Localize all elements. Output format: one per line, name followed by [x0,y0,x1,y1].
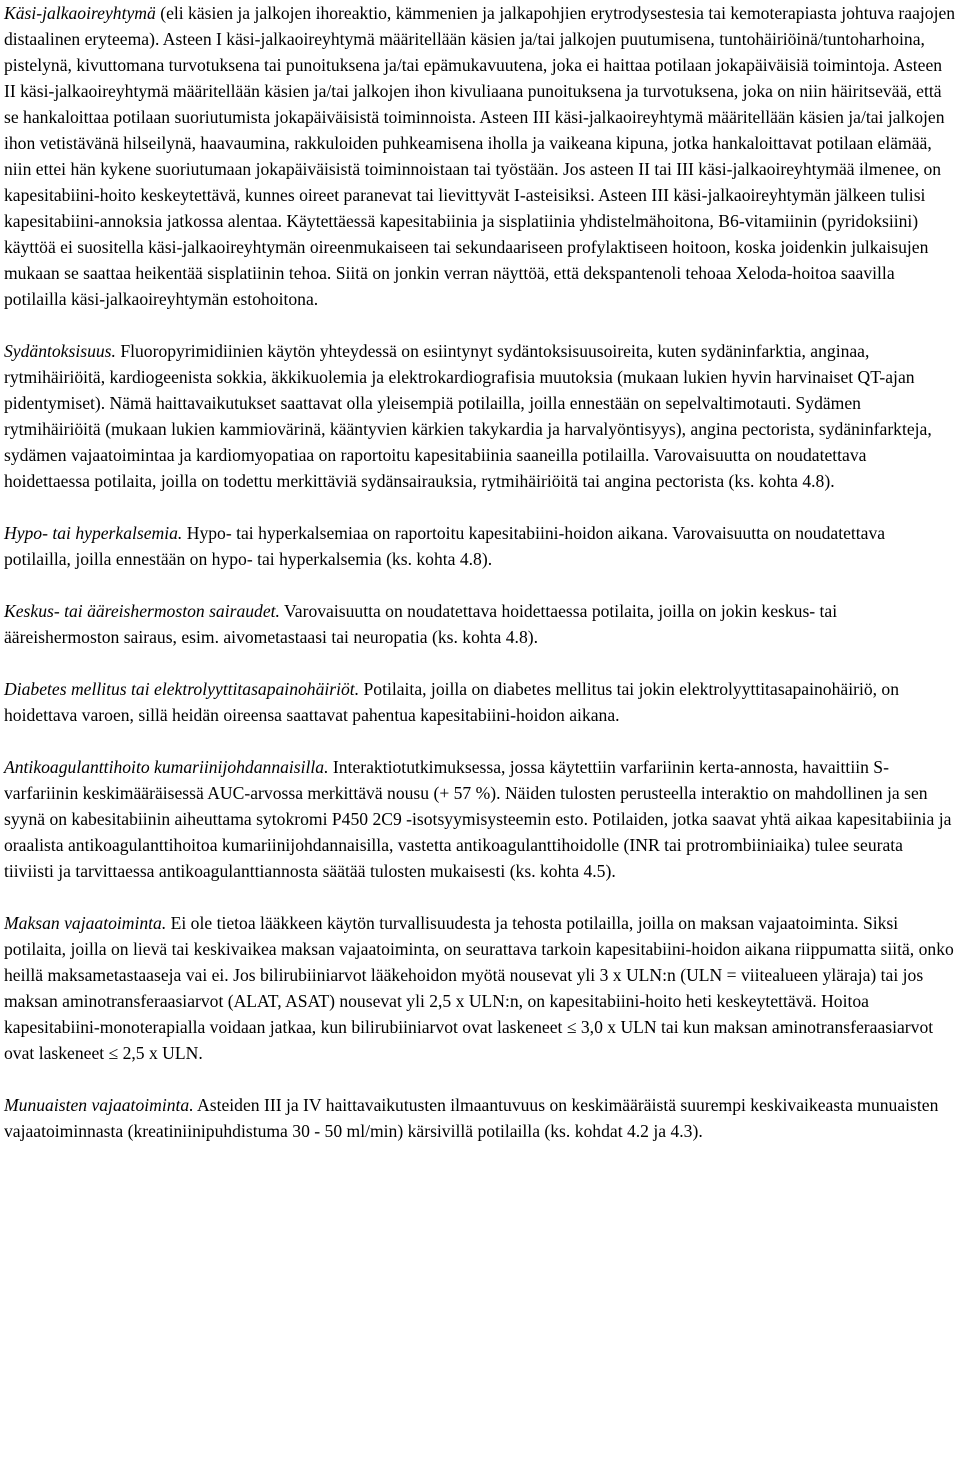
section-body: Varovaisuutta on noudatettava hoidettaessa potilaita, joilla on jokin keskus- tai ääreishermoston sairaus, esim. aivometastaasi tai neuropatia (ks. kohta 4.8). [4,601,838,647]
section-diabetes-electrolytes [4,676,956,728]
section-heading: Keskus- tai ääreishermoston sairaudet. [4,601,280,621]
section-heading: Munuaisten vajaatoiminta. [4,1095,194,1115]
section-body: (eli käsien ja jalkojen ihoreaktio, kämmenien ja jalkapohjien erytrodysestesia tai kemoterapiasta johtuva raajojen distaalinen eryteema). Asteen I käsi-jalkaoireyhtymä määritellään käsien ja/tai jalkojen puutumisena, tuntohäiriöinä/tuntoharhoina, pistelynä, kivuttomana turvotuksena tai punoituksena ja/tai epämukavuutena, joka ei haittaa potilaan jokapäiväisiä toimintoja. Asteen II käsi-jalkaoireyhtymä määritellään käsien ja/tai jalkojen ihon kivuliaana punoituksena ja turvotuksena, joka on niin häiritsevää, että se hankaloittaa potilaan suoriutumista jokapäiväisistä toiminnoista. Asteen III käsi-jalkaoireyhtymä määritellään käsien ja/tai jalkojen ihon vetistävänä hilseilynä, haavaumina, rakkuloiden puhkeamisena iholla ja vaikeana kipuna, jotka hankaloittavat potilaan elämää, niin ettei hän kykene suoriutumaan jokapäiväisistä toiminnoistaan tai työstään. Jos asteen II tai III käsi-jalkaoireyhtymää ilmenee, on kapesitabiini-hoito keskeytettävä, kunnes oireet paranevat tai lievittyvät I-asteisiksi. Asteen III käsi-jalkaoireyhtymän jälkeen tulisi kapesitabiini-annoksia jatkossa alentaa. Käytettäessä kapesitabiinia ja sisplatiinia yhdistelmähoitona, B6-vitamiinin (pyridoksiini) käyttöä ei suositella käsi-jalkaoireyhtymän oireenmukaiseen tai sekundaariseen profylaktiseen hoitoon, koska joidenkin julkaisujen mukaan se saattaa heikentää sisplatiinin tehoa. Siitä on jonkin verran näyttöä, että dekspantenoli tehoaa Xeloda-hoitoa saavilla potilailla käsi-jalkaoireyhtymän estohoitona. [4,3,956,309]
section-renal-impairment [4,1092,956,1144]
section-heading: Käsi-jalkaoireyhtymä [4,3,156,23]
section-heading: Antikoagulanttihoito kumariinijohdannaisilla. [4,757,329,777]
section-heading: Hypo- tai hyperkalsemia. [4,523,183,543]
section-heading: Sydäntoksisuus. [4,341,116,361]
section-body: Asteiden III ja IV haittavaikutusten ilmaantuvuus on keskimääräistä suurempi keskivaikeasta munuaisten vajaatoiminnasta (kreatiniinipuhdistuma 30 - 50 ml/min) kärsivillä potilailla (ks. kohdat 4.2 ja 4.3). [4,1095,939,1141]
section-nervous-system [4,598,956,650]
section-anticoagulant [4,754,956,884]
section-heading: Maksan vajaatoiminta. [4,913,167,933]
section-body: Fluoropyrimidiinien käytön yhteydessä on esiintynyt sydäntoksisuusoireita, kuten sydäninfarktia, anginaa, rytmihäiriöitä, kardiogeenista sokkia, äkkikuolemia ja elektrokardiografisia muutoksia (mukaan lukien hyvin harvinaiset QT-ajan pidentymiset). Nämä haittavaikutukset saattavat olla yleisempiä potilailla, joilla ennestään on sepelvaltimotauti. Sydämen rytmihäiriöitä (mukaan lukien kammiovärinä, kääntyvien kärkien takykardia ja harvalyöntisyys), angina pectorista, sydäninfarkteja, sydämen vajaatoimintaa ja kardiomyopatiaa on raportoitu kapesitabiinia saaneilla potilailla. Varovaisuutta on noudatettava hoidettaessa potilaita, joilla on todettu merkittäviä sydänsairauksia, rytmihäiriöitä tai angina pectorista (ks. kohta 4.8). [4,341,932,491]
section-hand-foot-syndrome [4,0,956,312]
section-body: Ei ole tietoa lääkkeen käytön turvallisuudesta ja tehosta potilailla, joilla on maksan vajaatoiminta. Siksi potilaita, joilla on lievä tai keskivaikea maksan vajaatoiminta, on seurattava tarkoin kapesitabiini-hoidon aikana riippumatta siitä, onko heillä maksametastaaseja vai ei. Jos bilirubiiniarvot lääkehoidon myötä nousevat yli 3 x ULN:n (ULN = viitealueen yläraja) tai jos maksan aminotransferaasiarvot (ALAT, ASAT) nousevat yli 2,5 x ULN:n, on kapesitabiini-hoito heti keskeytettävä. Hoitoa kapesitabiini-monoterapialla voidaan jatkaa, kun bilirubiiniarvot ovat laskeneet ≤ 3,0 x ULN tai kun maksan aminotransferaasiarvot ovat laskeneet ≤ 2,5 x ULN. [4,913,954,1063]
section-heading: Diabetes mellitus tai elektrolyyttitasapainohäiriöt. [4,679,360,699]
section-cardiotoxicity [4,338,956,494]
section-body: Potilaita, joilla on diabetes mellitus tai jokin elektrolyyttitasapainohäiriö, on hoidettava varoen, sillä heidän oireensa saattavat pahentua kapesitabiini-hoidon aikana. [4,679,900,725]
section-hypo-hypercalcemia [4,520,956,572]
section-body: Interaktiotutkimuksessa, jossa käytettiin varfariinin kerta-annosta, havaittiin S-varfariinin keskimääräisessä AUC-arvossa merkittävä nousu (+ 57 %). Näiden tulosten perusteella interaktio on mahdollinen ja sen syynä on kabesitabiinin aiheuttama sytokromi P450 2C9 -isotsyymisysteemin esto. Potilaiden, jotka saavat yhtä aikaa kapesitabiinia ja oraalista antikoagulanttihoitoa kumariinijohdannaisilla, vastetta antikoagulanttihoidolle (INR tai protrombiiniaika) tulee seurata tiiviisti ja tarvittaessa antikoagulanttiannosta säätää tulosten mukaisesti (ks. kohta 4.5). [4,757,952,881]
section-hepatic-impairment [4,910,956,1066]
section-body: Hypo- tai hyperkalsemiaa on raportoitu kapesitabiini-hoidon aikana. Varovaisuutta on noudatettava potilailla, joilla ennestään on hypo- tai hyperkalsemia (ks. kohta 4.8). [4,523,886,569]
